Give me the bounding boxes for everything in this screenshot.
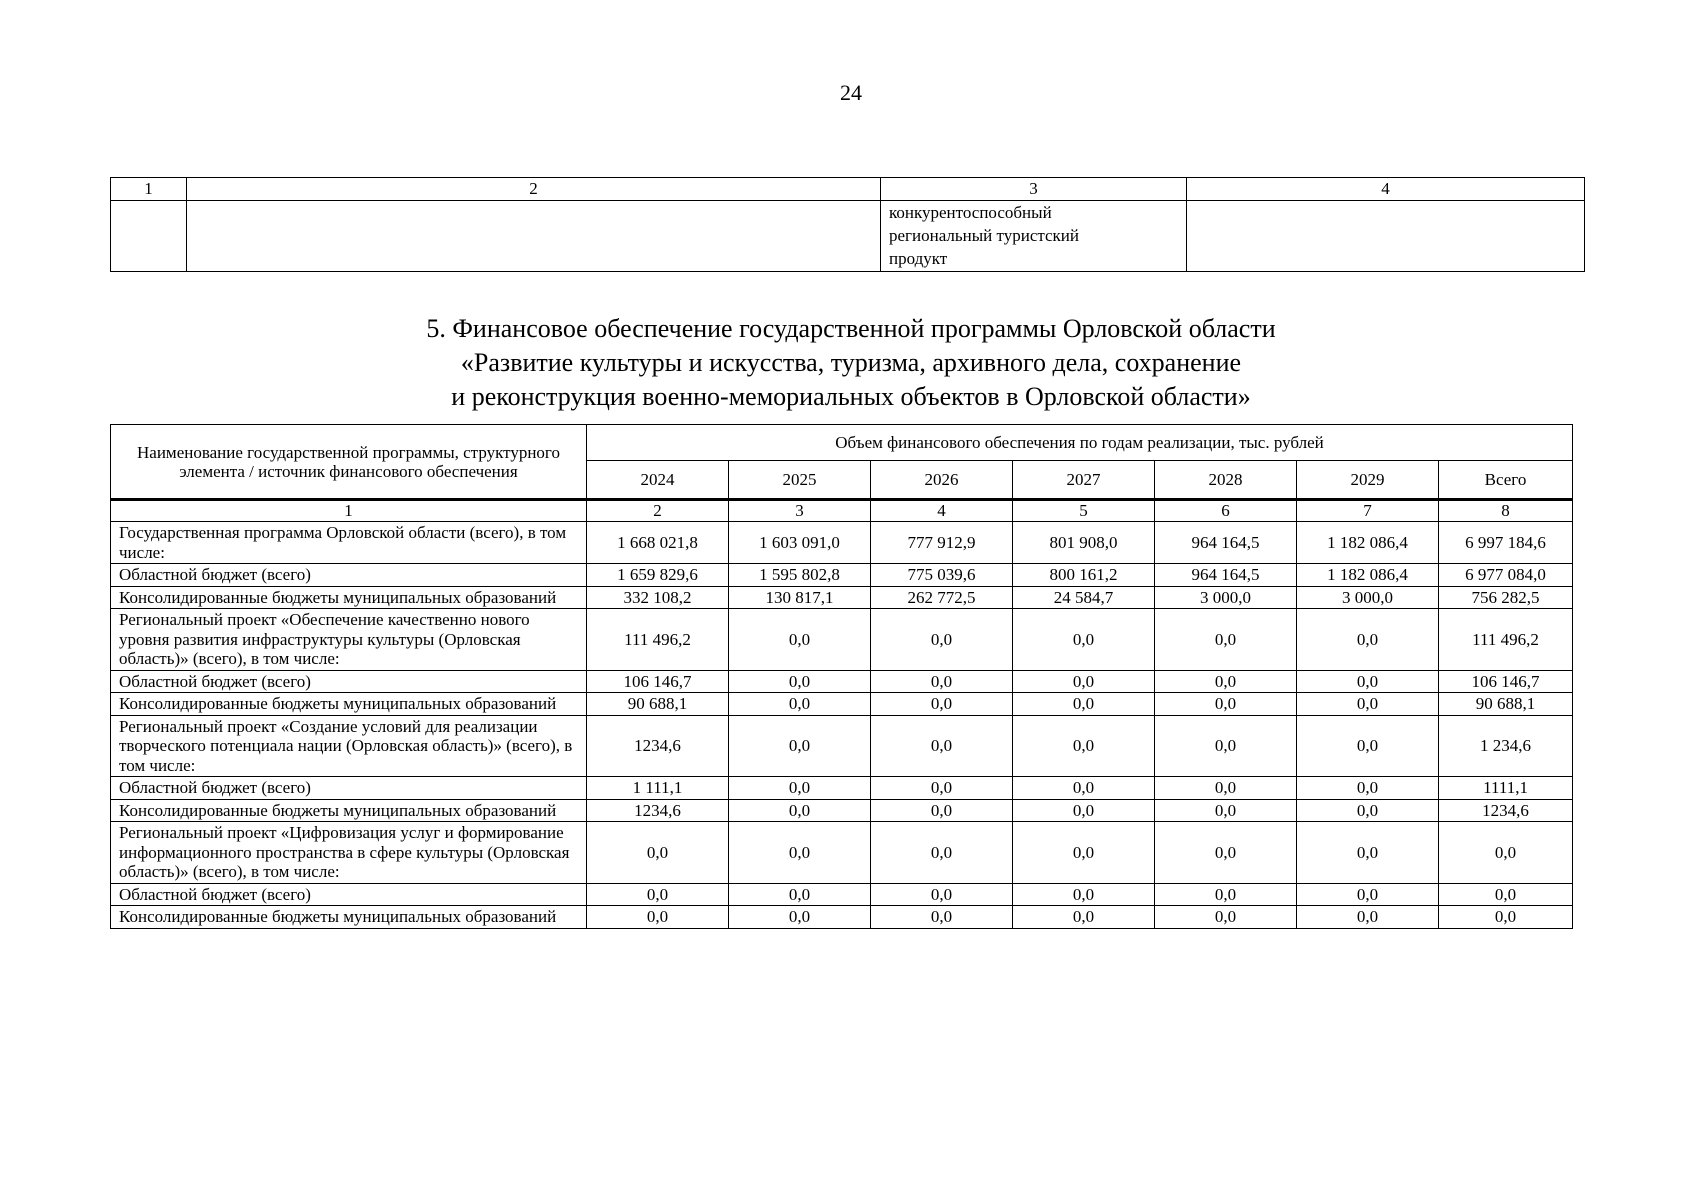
table-row (111, 883, 1573, 906)
table-row (111, 777, 1573, 800)
column-number: 6 (1155, 500, 1297, 522)
table-row (111, 522, 1573, 564)
row-value-cell: 1 668 021,8 (587, 522, 729, 564)
year-header: 2026 (871, 461, 1013, 500)
table-row (111, 693, 1573, 716)
row-value-cell: 1 659 829,6 (587, 564, 729, 587)
row-value-cell: 1 603 091,0 (729, 522, 871, 564)
row-value-cell: 0,0 (1013, 715, 1155, 777)
row-name-cell: Областной бюджет (всего) (111, 777, 587, 800)
row-value-cell: 0,0 (1013, 693, 1155, 716)
row-value-cell: 1 111,1 (587, 777, 729, 800)
row-value-cell: 262 772,5 (871, 586, 1013, 609)
column-number: 2 (587, 500, 729, 522)
year-header: 2024 (587, 461, 729, 500)
financing-header-row (111, 425, 1573, 461)
row-value-cell: 0,0 (1155, 693, 1297, 716)
row-name-cell: Региональный проект «Обеспечение качественно нового уровня развития инфраструктуры культуры (Орловская область)» (всего), в том числе: (111, 609, 587, 671)
column-number-row (111, 500, 1573, 522)
row-value-cell: 1 595 802,8 (729, 564, 871, 587)
column-number: 1 (111, 500, 587, 522)
row-name-cell: Областной бюджет (всего) (111, 564, 587, 587)
row-value-cell: 0,0 (729, 906, 871, 929)
row-value-cell: 0,0 (871, 799, 1013, 822)
continuation-cell (1187, 201, 1585, 272)
row-name-cell: Региональный проект «Цифровизация услуг и формирование информационного пространства в сфере культуры (Орловская область)» (всего), в том числе: (111, 822, 587, 884)
row-value-cell: 0,0 (729, 693, 871, 716)
row-value-cell: 1234,6 (587, 799, 729, 822)
row-value-cell: 0,0 (871, 777, 1013, 800)
row-value-cell: 0,0 (871, 883, 1013, 906)
row-total-cell: 756 282,5 (1439, 586, 1573, 609)
section-heading (0, 312, 1702, 414)
row-total-cell: 0,0 (1439, 906, 1573, 929)
continuation-header-cell: 4 (1187, 178, 1585, 201)
row-value-cell: 0,0 (587, 906, 729, 929)
continuation-cell (187, 201, 881, 272)
table-row (111, 906, 1573, 929)
row-total-cell: 90 688,1 (1439, 693, 1573, 716)
row-value-cell: 0,0 (1297, 883, 1439, 906)
row-value-cell: 0,0 (587, 822, 729, 884)
row-value-cell: 0,0 (729, 715, 871, 777)
row-value-cell: 800 161,2 (1013, 564, 1155, 587)
row-total-cell: 6 977 084,0 (1439, 564, 1573, 587)
row-name-cell: Консолидированные бюджеты муниципальных образований (111, 693, 587, 716)
table-row (111, 822, 1573, 884)
row-value-cell: 0,0 (1155, 883, 1297, 906)
row-value-cell: 332 108,2 (587, 586, 729, 609)
row-value-cell: 0,0 (1297, 609, 1439, 671)
row-value-cell: 0,0 (1297, 799, 1439, 822)
row-value-cell: 0,0 (1297, 715, 1439, 777)
row-total-cell: 1234,6 (1439, 799, 1573, 822)
row-value-cell: 0,0 (871, 906, 1013, 929)
continuation-row (111, 201, 1585, 272)
row-value-cell: 0,0 (871, 822, 1013, 884)
row-value-cell: 0,0 (729, 609, 871, 671)
row-value-cell: 0,0 (1013, 609, 1155, 671)
table-row (111, 715, 1573, 777)
name-column-header: Наименование государственной программы, структурного элемента / источник финансового обеспечения (111, 425, 587, 500)
year-header: 2029 (1297, 461, 1439, 500)
row-total-cell: 1111,1 (1439, 777, 1573, 800)
financing-table (110, 424, 1573, 929)
row-value-cell: 0,0 (587, 883, 729, 906)
table-row (111, 799, 1573, 822)
row-value-cell: 0,0 (729, 799, 871, 822)
row-value-cell: 0,0 (1013, 822, 1155, 884)
row-total-cell: 0,0 (1439, 822, 1573, 884)
continuation-header-cell: 3 (881, 178, 1187, 201)
row-value-cell: 0,0 (1297, 906, 1439, 929)
row-value-cell: 0,0 (1297, 822, 1439, 884)
volume-header: Объем финансового обеспечения по годам реализации, тыс. рублей (587, 425, 1573, 461)
table-row (111, 586, 1573, 609)
row-value-cell: 0,0 (1155, 715, 1297, 777)
row-name-cell: Областной бюджет (всего) (111, 670, 587, 693)
row-value-cell: 3 000,0 (1297, 586, 1439, 609)
column-number: 4 (871, 500, 1013, 522)
row-name-cell: Консолидированные бюджеты муниципальных образований (111, 799, 587, 822)
row-total-cell: 1 234,6 (1439, 715, 1573, 777)
row-name-cell: Консолидированные бюджеты муниципальных образований (111, 586, 587, 609)
row-name-cell: Региональный проект «Создание условий для реализации творческого потенциала нации (Орловская область)» (всего), в том числе: (111, 715, 587, 777)
row-value-cell: 0,0 (1155, 670, 1297, 693)
row-value-cell: 3 000,0 (1155, 586, 1297, 609)
section-heading-line: 5. Финансовое обеспечение государственной программы Орловской области (426, 314, 1276, 343)
row-name-cell: Государственная программа Орловской области (всего), в том числе: (111, 522, 587, 564)
row-value-cell: 0,0 (1155, 906, 1297, 929)
row-value-cell: 964 164,5 (1155, 564, 1297, 587)
section-heading-line: «Развитие культуры и искусства, туризма, архивного дела, сохранение (460, 348, 1242, 377)
table-row (111, 670, 1573, 693)
section-heading-line: и реконструкция военно-мемориальных объектов в Орловской области» (451, 382, 1251, 411)
continuation-header-cell: 2 (187, 178, 881, 201)
row-value-cell: 0,0 (729, 883, 871, 906)
row-total-cell: 6 997 184,6 (1439, 522, 1573, 564)
row-value-cell: 801 908,0 (1013, 522, 1155, 564)
row-value-cell: 0,0 (871, 609, 1013, 671)
year-header: 2027 (1013, 461, 1155, 500)
year-header: 2028 (1155, 461, 1297, 500)
row-value-cell: 0,0 (1155, 799, 1297, 822)
row-value-cell: 777 912,9 (871, 522, 1013, 564)
continuation-header-cell: 1 (111, 178, 187, 201)
row-value-cell: 0,0 (1013, 906, 1155, 929)
row-value-cell: 0,0 (729, 670, 871, 693)
row-value-cell: 130 817,1 (729, 586, 871, 609)
row-value-cell: 0,0 (1013, 799, 1155, 822)
row-value-cell: 24 584,7 (1013, 586, 1155, 609)
column-number: 7 (1297, 500, 1439, 522)
continuation-table (110, 177, 1585, 272)
row-value-cell: 1 182 086,4 (1297, 522, 1439, 564)
table-row (111, 609, 1573, 671)
row-value-cell: 0,0 (1013, 883, 1155, 906)
row-value-cell: 1 182 086,4 (1297, 564, 1439, 587)
continuation-cell (111, 201, 187, 272)
row-value-cell: 106 146,7 (587, 670, 729, 693)
continuation-cell: конкурентоспособный региональный туристский продукт (881, 201, 1187, 272)
page-number: 24 (840, 80, 862, 105)
row-value-cell: 90 688,1 (587, 693, 729, 716)
total-header: Всего (1439, 461, 1573, 500)
row-value-cell: 0,0 (871, 715, 1013, 777)
row-total-cell: 0,0 (1439, 883, 1573, 906)
row-value-cell: 0,0 (1297, 693, 1439, 716)
row-value-cell: 775 039,6 (871, 564, 1013, 587)
row-total-cell: 111 496,2 (1439, 609, 1573, 671)
row-value-cell: 0,0 (1155, 777, 1297, 800)
row-value-cell: 1234,6 (587, 715, 729, 777)
row-value-cell: 0,0 (1297, 777, 1439, 800)
column-number: 8 (1439, 500, 1573, 522)
row-name-cell: Областной бюджет (всего) (111, 883, 587, 906)
continuation-header-row (111, 178, 1585, 201)
row-value-cell: 0,0 (729, 777, 871, 800)
row-value-cell: 0,0 (871, 693, 1013, 716)
row-value-cell: 0,0 (1297, 670, 1439, 693)
row-value-cell: 111 496,2 (587, 609, 729, 671)
table-row (111, 564, 1573, 587)
row-value-cell: 0,0 (1013, 777, 1155, 800)
row-name-cell: Консолидированные бюджеты муниципальных образований (111, 906, 587, 929)
row-value-cell: 0,0 (1155, 822, 1297, 884)
row-value-cell: 0,0 (1013, 670, 1155, 693)
row-value-cell: 0,0 (871, 670, 1013, 693)
row-value-cell: 964 164,5 (1155, 522, 1297, 564)
column-number: 5 (1013, 500, 1155, 522)
row-value-cell: 0,0 (729, 822, 871, 884)
year-header: 2025 (729, 461, 871, 500)
column-number: 3 (729, 500, 871, 522)
row-total-cell: 106 146,7 (1439, 670, 1573, 693)
row-value-cell: 0,0 (1155, 609, 1297, 671)
